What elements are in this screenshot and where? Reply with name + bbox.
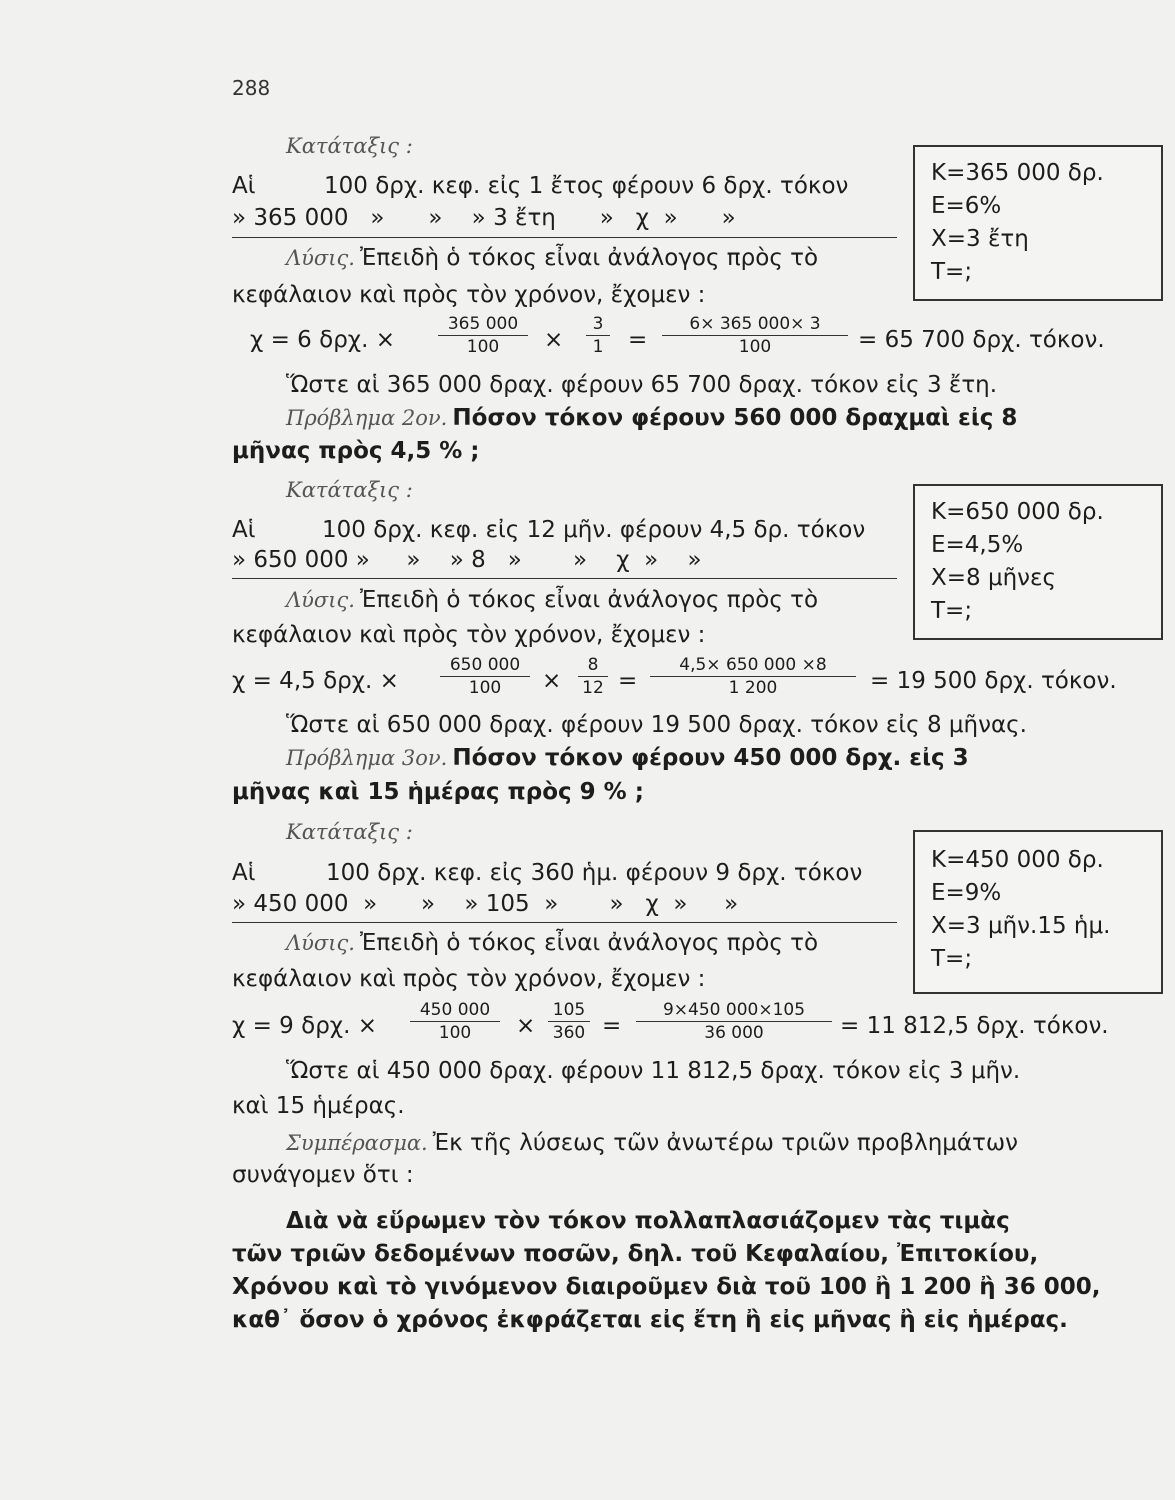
kataxis-label-3: Κατάταξις : xyxy=(286,820,413,844)
lysis-text-2b: κεφάλαιον καὶ πρὸς τὸν χρόνον, ἔχομεν : xyxy=(232,622,706,648)
numerator: 105 xyxy=(552,1000,586,1020)
lysis-text: Ἐπειδὴ ὁ τόκος εἶναι ἀνάλογος πρὸς τὸ xyxy=(360,930,819,956)
fraction-bar xyxy=(578,676,608,677)
rule-line-1: Διὰ νὰ εὕρωμεν τὸν τόκον πολλαπλασιάζομεν τὰς τιμὰς xyxy=(286,1208,1010,1234)
problem-text: Πόσον τόκον φέρουν 450 000 δρχ. εἰς 3 xyxy=(452,745,969,771)
lysis-label: Λύσις. xyxy=(286,931,355,955)
summary-text: Ἐκ τῆς λύσεως τῶν ἀνωτέρω τριῶν προβλημάτων xyxy=(432,1130,1019,1156)
times-sign: × xyxy=(544,327,564,353)
denominator: 1 xyxy=(592,337,604,357)
data-box-2 xyxy=(913,484,1163,640)
denominator: 12 xyxy=(582,678,604,698)
conclusion-3: Ὥστε αἱ 450 000 δραχ. φέρουν 11 812,5 δραχ. τόκον εἰς 3 μῆν. xyxy=(286,1058,1021,1084)
lysis-text-2: κεφάλαιον καὶ πρὸς τὸν χρόνον, ἔχομεν : xyxy=(232,282,706,308)
fraction-1c xyxy=(662,314,848,357)
fraction-bar xyxy=(650,676,856,677)
denominator: 100 xyxy=(438,1023,472,1043)
numerator: 3 xyxy=(592,314,604,334)
numerator: 650 000 xyxy=(449,655,521,675)
row-a-3: Αἱ xyxy=(232,860,256,886)
denominator: 100 xyxy=(466,337,500,357)
equation-start-2: χ = 4,5 δρχ. × xyxy=(232,668,399,694)
lysis-line-1 xyxy=(286,245,818,271)
row-a-1 xyxy=(232,173,256,199)
problem-title-2 xyxy=(286,405,1017,431)
equals-sign: = xyxy=(602,1013,622,1039)
fraction-bar xyxy=(410,1021,500,1022)
problem-title-2b: μῆνας πρὸς 4,5 % ; xyxy=(232,438,480,464)
problem-label: Πρόβλημα 2ον. xyxy=(286,406,448,430)
fraction-bar xyxy=(662,335,848,336)
rule-line-2: τῶν τριῶν δεδομένων ποσῶν, δηλ. τοῦ Κεφαλαίου, Ἐπιτοκίου, xyxy=(232,1241,1039,1267)
box-x: Χ=3 μῆν.15 ἡμ. xyxy=(931,913,1111,939)
numerator: 4,5× 650 000 ×8 xyxy=(679,655,827,675)
fraction-1b xyxy=(586,314,610,357)
fraction-2a xyxy=(440,655,530,698)
box-e: Ε=4,5% xyxy=(931,532,1024,558)
divider-2 xyxy=(232,578,897,579)
denominator: 100 xyxy=(468,678,502,698)
rule-line-4: καθ᾽ ὅσον ὁ χρόνος ἐκφράζεται εἰς ἔτη ἢ εἰς μῆνας ἢ εἰς ἡμέρας. xyxy=(232,1307,1068,1333)
fraction-2b xyxy=(578,655,608,698)
box-t: Τ=; xyxy=(931,598,973,624)
conclusion-1: Ὥστε αἱ 365 000 δραχ. φέρουν 65 700 δραχ. τόκον εἰς 3 ἔτη. xyxy=(286,372,998,398)
fraction-bar xyxy=(438,335,528,336)
equals-sign: = xyxy=(628,327,648,353)
denominator: 100 xyxy=(738,337,772,357)
row-b-2: » 650 000 » » » 8 » » χ » » xyxy=(232,547,702,573)
box-e: Ε=9% xyxy=(931,880,1002,906)
data-box-3 xyxy=(913,830,1163,994)
times-sign: × xyxy=(542,668,562,694)
fraction-bar xyxy=(548,1021,590,1022)
equation-result-1: = 65 700 δρχ. τόκον. xyxy=(858,327,1105,353)
divider-3 xyxy=(232,922,897,923)
row-a-text-2: 100 δρχ. κεφ. εἰς 12 μῆν. φέρουν 4,5 δρ. τόκον xyxy=(322,517,866,543)
box-k: Κ=650 000 δρ. xyxy=(931,499,1104,525)
row-b-3: » 450 000 » » » 105 » » χ » » xyxy=(232,891,739,917)
numerator: 365 000 xyxy=(447,314,519,334)
equation-result-3: = 11 812,5 δρχ. τόκον. xyxy=(840,1013,1109,1039)
times-sign: × xyxy=(516,1013,536,1039)
lysis-text: Ἐπειδὴ ὁ τόκος εἶναι ἀνάλογος πρὸς τὸ xyxy=(360,245,819,271)
data-box-1 xyxy=(913,145,1163,301)
problem-label: Πρόβλημα 3ον. xyxy=(286,746,448,770)
fraction-1a xyxy=(438,314,528,357)
row-a-text-1: 100 δρχ. κεφ. εἰς 1 ἔτος φέρουν 6 δρχ. τόκον xyxy=(324,173,849,199)
fraction-bar xyxy=(636,1021,832,1022)
denominator: 360 xyxy=(552,1023,586,1043)
fraction-3c xyxy=(636,1000,832,1043)
equation-start-1: χ = 6 δρχ. × xyxy=(250,327,395,353)
lysis-label: Λύσις. xyxy=(286,588,355,612)
box-e: Ε=6% xyxy=(931,193,1002,219)
summary-label: Συμπέρασμα. xyxy=(286,1131,428,1155)
lysis-text: Ἐπειδὴ ὁ τόκος εἶναι ἀνάλογος πρὸς τὸ xyxy=(360,587,819,613)
row-a-prefix: Αἱ xyxy=(232,173,256,199)
box-x: Χ=3 ἔτη xyxy=(931,226,1029,252)
row-a-text-3: 100 δρχ. κεφ. εἰς 360 ἡμ. φέρουν 9 δρχ. τόκον xyxy=(326,860,863,886)
divider-1 xyxy=(232,237,897,238)
box-t: Τ=; xyxy=(931,259,973,285)
box-t: Τ=; xyxy=(931,946,973,972)
equation-start-3: χ = 9 δρχ. × xyxy=(232,1013,377,1039)
summary-text-2: συνάγομεν ὅτι : xyxy=(232,1162,414,1188)
conclusion-3b: καὶ 15 ἡμέρας. xyxy=(232,1093,405,1119)
conclusion-2: Ὥστε αἱ 650 000 δραχ. φέρουν 19 500 δραχ. τόκον εἰς 8 μῆνας. xyxy=(286,712,1027,738)
numerator: 9×450 000×105 xyxy=(662,1000,806,1020)
fraction-2c xyxy=(650,655,856,698)
box-k: Κ=365 000 δρ. xyxy=(931,160,1104,186)
numerator: 450 000 xyxy=(419,1000,491,1020)
box-x: Χ=8 μῆνες xyxy=(931,565,1056,591)
lysis-label: Λύσις. xyxy=(286,246,355,270)
box-k: Κ=450 000 δρ. xyxy=(931,847,1104,873)
denominator: 1 200 xyxy=(728,678,778,698)
kataxis-label-2: Κατάταξις : xyxy=(286,478,413,502)
row-b-1: » 365 000 » » » 3 ἔτη » χ » » xyxy=(232,205,736,231)
equals-sign: = xyxy=(618,668,638,694)
fraction-bar xyxy=(586,335,610,336)
lysis-line-3 xyxy=(286,930,818,956)
problem-text: Πόσον τόκον φέρουν 560 000 δραχμαὶ εἰς 8 xyxy=(452,405,1018,431)
numerator: 6× 365 000× 3 xyxy=(689,314,821,334)
fraction-3a xyxy=(410,1000,500,1043)
lysis-text-3b: κεφάλαιον καὶ πρὸς τὸν χρόνον, ἔχομεν : xyxy=(232,966,706,992)
problem-title-3 xyxy=(286,745,969,771)
numerator: 8 xyxy=(587,655,599,675)
kataxis-label-1: Κατάταξις : xyxy=(286,134,413,158)
problem-title-3b: μῆνας καὶ 15 ἡμέρας πρὸς 9 % ; xyxy=(232,779,644,805)
page-number: 288 xyxy=(232,76,271,100)
denominator: 36 000 xyxy=(704,1023,764,1043)
rule-line-3: Χρόνου καὶ τὸ γινόμενον διαιροῦμεν διὰ τοῦ 100 ἢ 1 200 ἢ 36 000, xyxy=(232,1274,1101,1300)
equation-result-2: = 19 500 δρχ. τόκον. xyxy=(870,668,1117,694)
summary-line xyxy=(286,1130,1018,1156)
lysis-line-2 xyxy=(286,587,818,613)
row-a-2: Αἱ xyxy=(232,517,256,543)
fraction-3b xyxy=(548,1000,590,1043)
fraction-bar xyxy=(440,676,530,677)
